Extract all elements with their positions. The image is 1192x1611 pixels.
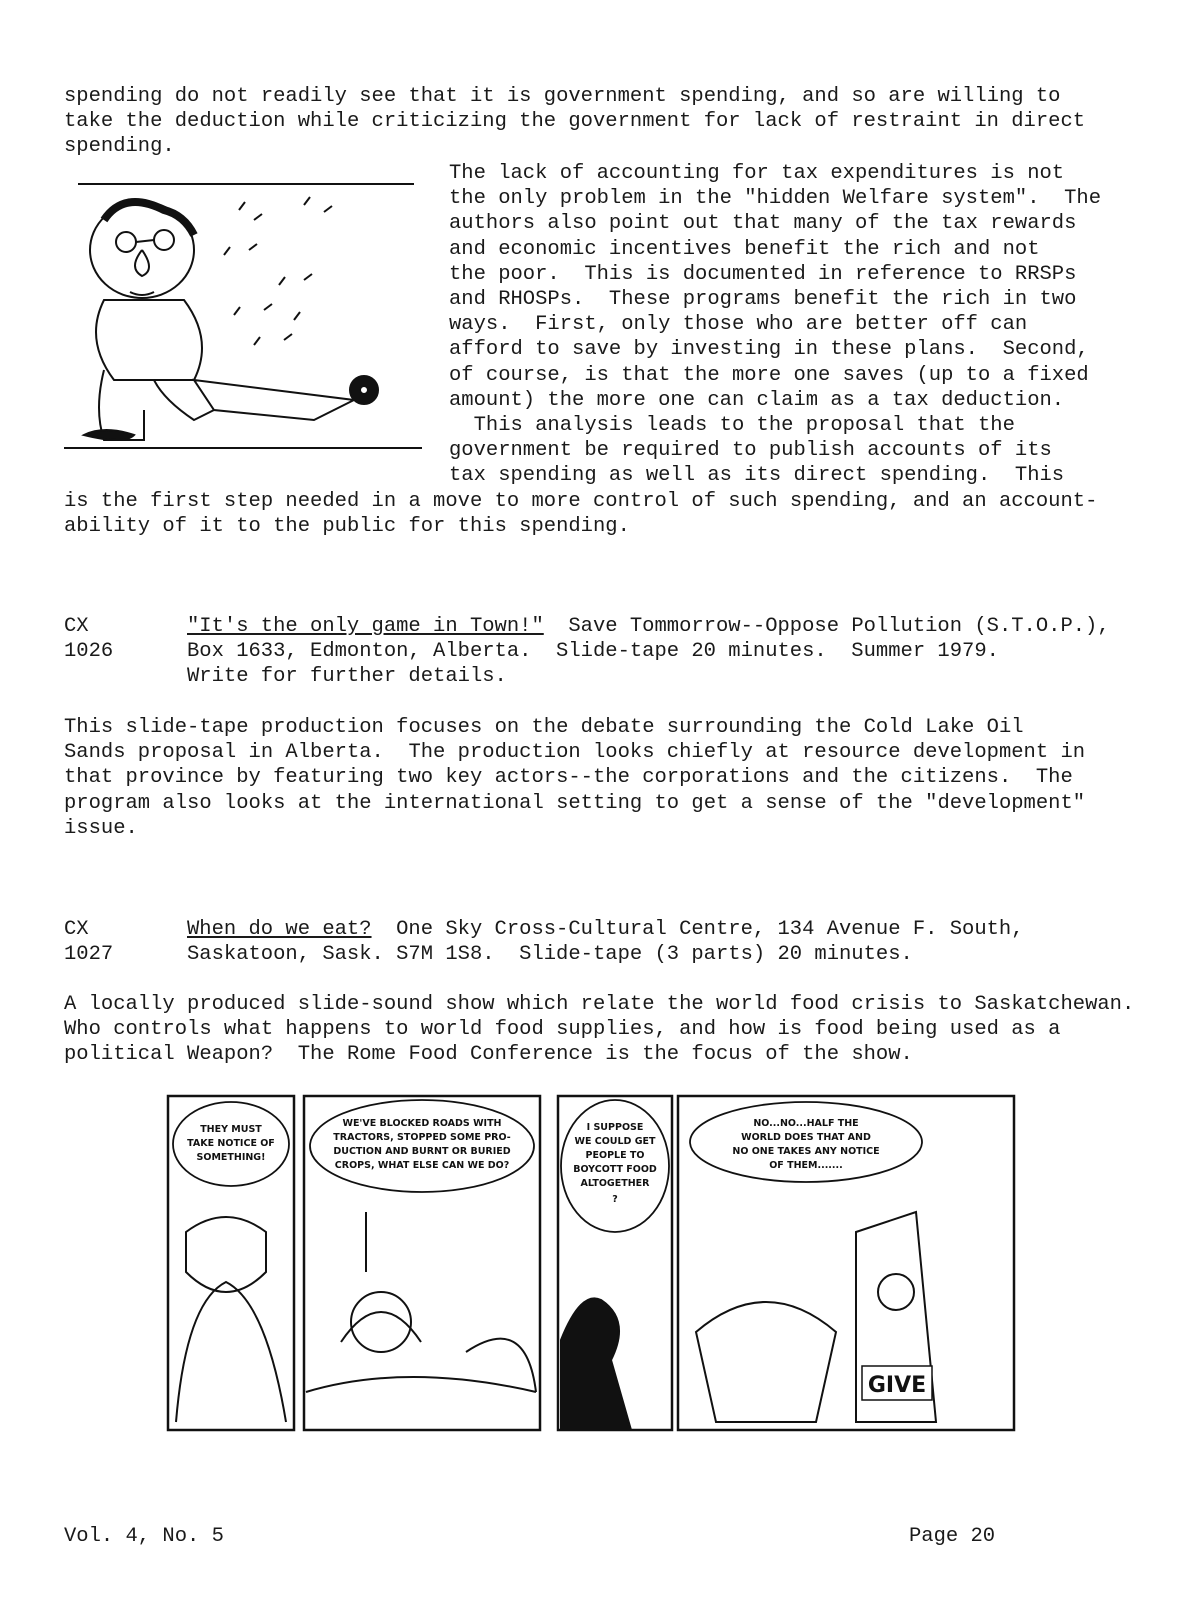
- text-line: and RHOSPs. These programs benefit the rich in two: [449, 287, 1077, 311]
- wheelbarrow-money-cartoon: [64, 180, 424, 452]
- text-line: tax spending as well as its direct spending. This: [449, 464, 1065, 488]
- text-line: take the deduction while criticizing the government for lack of restraint in direct: [64, 110, 1086, 134]
- panel3-line: BOYCOTT FOOD: [573, 1164, 657, 1175]
- text-line: amount) the more one can claim as a tax deduction.: [449, 388, 1065, 412]
- text-line: afford to save by investing in these plans. Second,: [449, 338, 1089, 362]
- text-line: political Weapon? The Rome Food Conference is the focus of the show.: [64, 1043, 913, 1067]
- panel2-line: CROPS, WHAT ELSE CAN WE DO?: [334, 1160, 510, 1171]
- entry-code-1027: [64, 917, 113, 967]
- panel3-line: WE COULD GET: [574, 1136, 656, 1147]
- panel3-line: ALTOGETHER: [580, 1178, 650, 1189]
- text-line: Who controls what happens to world food supplies, and how is food being used as a: [64, 1018, 1061, 1042]
- panel1-line: SOMETHING!: [196, 1152, 266, 1163]
- text-line: that province by featuring two key actors--the corporations and the citizens. The: [64, 766, 1073, 790]
- entry-description-1027: [64, 992, 1134, 1068]
- panel1-line: THEY MUST: [200, 1124, 262, 1135]
- text-line: the only problem in the "hidden Welfare system". The: [449, 187, 1102, 211]
- code-prefix: CX: [64, 615, 89, 638]
- text-line: of course, is that the more one saves (up to a fixed: [449, 363, 1089, 387]
- panel2-line: TRACTORS, STOPPED SOME PRO-: [333, 1132, 511, 1143]
- text-line: issue.: [64, 816, 138, 840]
- entry-citation-1026: [187, 614, 1110, 690]
- text-line: The lack of accounting for tax expenditures is not: [449, 162, 1065, 185]
- panel4-line: OF THEM.......: [769, 1160, 843, 1171]
- entry-title: "It's the only game in Town!": [187, 615, 544, 638]
- text-line: the poor. This is documented in reference to RRSPs: [449, 262, 1077, 286]
- text-line: and economic incentives benefit the rich and not: [449, 237, 1040, 261]
- entry-code-1026: [64, 614, 113, 664]
- code-number: 1026: [64, 640, 114, 664]
- code-prefix: CX: [64, 918, 89, 941]
- panel4-line: WORLD DOES THAT AND: [741, 1132, 871, 1143]
- intro-top-paragraph: [64, 84, 1085, 160]
- text-line: ability of it to the public for this spending.: [64, 515, 630, 539]
- intro-bottom-paragraph: [64, 489, 1097, 539]
- intro-right-column: [449, 161, 1101, 488]
- entry-title: When do we eat?: [187, 918, 372, 941]
- text-line: is the first step needed in a move to more control of such spending, and an account-: [64, 490, 1098, 513]
- footer-page-number: Page 20: [909, 1525, 996, 1548]
- text-line: This slide-tape production focuses on the debate surrounding the Cold Lake Oil: [64, 716, 1024, 739]
- footer-volume: Vol. 4, No. 5: [64, 1525, 224, 1548]
- text-line: government be required to publish accounts of its: [449, 439, 1052, 463]
- text-line: Sands proposal in Alberta. The production looks chiefly at resource development in: [64, 741, 1086, 765]
- entry-note: Write for further details.: [187, 665, 507, 689]
- entry-citation-1027: [187, 917, 1024, 967]
- panel2-line: WE'VE BLOCKED ROADS WITH: [342, 1118, 502, 1129]
- panel2-line: DUCTION AND BURNT OR BURIED: [333, 1146, 511, 1157]
- entry-publisher: One Sky Cross-Cultural Centre, 134 Avenue F. South,: [371, 918, 1024, 941]
- entry-publisher: Save Tommorrow--Oppose Pollution (S.T.O.P.),: [543, 615, 1110, 638]
- text-line: spending.: [64, 135, 175, 159]
- text-line: authors also point out that many of the tax rewards: [449, 212, 1077, 236]
- panel4-line: NO ONE TAKES ANY NOTICE: [732, 1146, 880, 1157]
- text-line: spending do not readily see that it is government spending, and so are willing to: [64, 85, 1061, 108]
- text-line: A locally produced slide-sound show which relate the world food crisis to Saskatchewan.: [64, 993, 1135, 1016]
- panel3-line: I SUPPOSE: [586, 1122, 644, 1133]
- entry-description-1026: [64, 715, 1085, 841]
- give-sign: GIVE: [867, 1373, 927, 1398]
- code-number: 1027: [64, 943, 114, 967]
- text-line: ways. First, only those who are better off can: [449, 313, 1028, 337]
- panel4-line: NO...NO...HALF THE: [753, 1118, 859, 1129]
- text-line: This analysis leads to the proposal that the: [449, 413, 1015, 437]
- flying-money-icon: [224, 197, 332, 345]
- food-crisis-comic-strip: [166, 1092, 1016, 1434]
- panel1-line: TAKE NOTICE OF: [187, 1138, 275, 1149]
- text-line: program also looks at the international setting to get a sense of the "development": [64, 791, 1086, 815]
- entry-details: Saskatoon, Sask. S7M 1S8. Slide-tape (3 parts) 20 minutes.: [187, 943, 913, 967]
- panel3-line: PEOPLE TO: [585, 1150, 645, 1161]
- entry-details: Box 1633, Edmonton, Alberta. Slide-tape 20 minutes. Summer 1979.: [187, 640, 999, 664]
- panel3-line: ?: [612, 1194, 618, 1205]
